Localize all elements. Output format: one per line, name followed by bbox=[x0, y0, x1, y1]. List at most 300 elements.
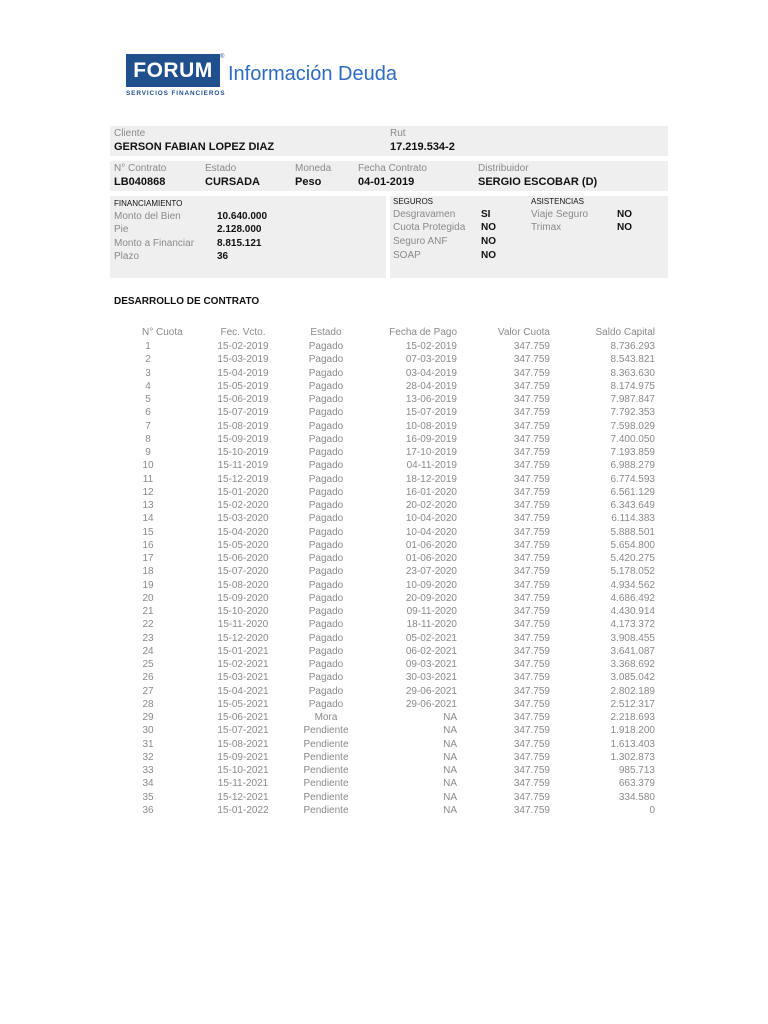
estado: Pendiente bbox=[303, 725, 349, 737]
valor-cuota: 347.759 bbox=[513, 725, 550, 737]
financiamiento-panel bbox=[110, 196, 386, 278]
saldo-capital: 8.174.975 bbox=[610, 380, 655, 392]
cuota-number: 7 bbox=[145, 420, 151, 432]
table-row bbox=[0, 367, 768, 380]
seguro-anf-value: NO bbox=[481, 236, 496, 247]
fecha-contrato-label: Fecha Contrato bbox=[358, 163, 427, 174]
valor-cuota: 347.759 bbox=[513, 645, 550, 657]
saldo-capital: 6.114.383 bbox=[611, 513, 655, 525]
valor-cuota: 347.759 bbox=[513, 486, 550, 498]
saldo-capital: 4.686.492 bbox=[610, 592, 655, 604]
estado: Pagado bbox=[308, 433, 344, 445]
saldo-capital: 0 bbox=[649, 804, 655, 816]
saldo-capital: 7.400.050 bbox=[610, 433, 655, 445]
fec-vcto: 15-08-2020 bbox=[217, 579, 269, 591]
desgravamen-label: Desgravamen bbox=[393, 209, 456, 220]
table-row bbox=[0, 724, 768, 737]
valor-cuota: 347.759 bbox=[513, 632, 550, 644]
estado: Pagado bbox=[308, 619, 344, 631]
financiamiento-heading: FINANCIAMIENTO bbox=[114, 199, 183, 208]
fecha-pago: NA bbox=[443, 804, 457, 816]
estado: Pagado bbox=[308, 672, 344, 684]
fec-vcto: 15-07-2021 bbox=[217, 725, 269, 737]
pie-label: Pie bbox=[114, 224, 129, 235]
fec-vcto: 15-07-2020 bbox=[217, 566, 269, 578]
estado: Pagado bbox=[308, 354, 344, 366]
valor-cuota: 347.759 bbox=[513, 407, 550, 419]
fec-vcto: 15-02-2021 bbox=[217, 659, 269, 670]
fec-vcto: 15-03-2021 bbox=[217, 672, 269, 684]
fec-vcto: 15-02-2019 bbox=[217, 341, 269, 352]
viaje-seguro-label: Viaje Seguro bbox=[531, 209, 589, 220]
table-row bbox=[0, 486, 768, 499]
saldo-capital: 663.379 bbox=[618, 778, 655, 790]
fec-vcto: 15-01-2021 bbox=[217, 645, 269, 657]
cuota-number: 8 bbox=[145, 433, 151, 445]
table-row bbox=[0, 711, 768, 724]
fecha-pago: 30-03-2021 bbox=[405, 672, 457, 684]
estado-label: Estado bbox=[205, 163, 237, 174]
saldo-capital: 5.420.275 bbox=[610, 553, 655, 564]
saldo-capital: 3.641.087 bbox=[610, 645, 655, 657]
valor-cuota: 347.759 bbox=[513, 592, 550, 604]
valor-cuota: 347.759 bbox=[513, 619, 550, 631]
fec-vcto: 15-04-2019 bbox=[217, 367, 269, 379]
cuota-number: 15 bbox=[142, 526, 154, 538]
cuota-number: 26 bbox=[142, 672, 154, 684]
fecha-contrato-value: 04-01-2019 bbox=[358, 176, 415, 188]
estado-value: CURSADA bbox=[205, 176, 260, 188]
cliente-label: Cliente bbox=[114, 128, 146, 139]
estado: Pagado bbox=[308, 407, 344, 419]
cuota-number: 10 bbox=[142, 460, 154, 472]
estado: Pagado bbox=[308, 592, 344, 604]
fec-vcto: 15-10-2020 bbox=[217, 606, 269, 617]
estado: Pendiente bbox=[303, 738, 349, 750]
fecha-pago: NA bbox=[443, 765, 457, 776]
soap-label: SOAP bbox=[393, 250, 421, 261]
cuota-number: 11 bbox=[142, 473, 154, 485]
fecha-pago: NA bbox=[443, 778, 457, 790]
valor-cuota: 347.759 bbox=[513, 420, 550, 432]
table-row bbox=[0, 658, 768, 671]
fec-vcto: 15-01-2020 bbox=[217, 486, 269, 498]
valor-cuota: 347.759 bbox=[513, 500, 550, 511]
saldo-capital: 5.178.052 bbox=[610, 566, 655, 578]
fecha-pago: 16-01-2020 bbox=[405, 486, 457, 498]
cuota-number: 35 bbox=[142, 791, 154, 803]
table-row bbox=[0, 473, 768, 486]
estado: Pagado bbox=[308, 513, 344, 525]
table-row bbox=[0, 526, 768, 539]
fecha-pago: 01-06-2020 bbox=[405, 553, 457, 564]
fec-vcto: 15-10-2021 bbox=[217, 765, 269, 776]
fecha-pago: 18-11-2020 bbox=[406, 619, 457, 631]
table-row bbox=[0, 539, 768, 552]
fecha-pago: NA bbox=[443, 712, 457, 723]
seguro-anf-label: Seguro ANF bbox=[393, 236, 448, 247]
fecha-pago: NA bbox=[443, 738, 457, 750]
cuota-number: 1 bbox=[145, 341, 151, 352]
cuota-number: 20 bbox=[142, 592, 154, 604]
valor-cuota: 347.759 bbox=[513, 566, 550, 578]
estado: Pendiente bbox=[303, 778, 349, 790]
saldo-capital: 8.736.293 bbox=[610, 341, 655, 352]
header-fecha-pago: Fecha de Pago bbox=[389, 327, 457, 338]
table-row bbox=[0, 791, 768, 804]
saldo-capital: 7.193.859 bbox=[610, 447, 655, 458]
fec-vcto: 15-03-2020 bbox=[217, 513, 269, 525]
forum-logo bbox=[126, 54, 226, 100]
monto-bien-value: 10.640.000 bbox=[217, 211, 268, 222]
logo-subtitle: SERVICIOS FINANCIEROS bbox=[126, 90, 226, 97]
cuota-number: 19 bbox=[142, 579, 154, 591]
table-row bbox=[0, 353, 768, 366]
distribuidor-value: SERGIO ESCOBAR (D) bbox=[478, 176, 598, 188]
saldo-capital: 4.173.372 bbox=[610, 619, 655, 631]
pie-value: 2.128.000 bbox=[217, 224, 262, 235]
saldo-capital: 6.561.129 bbox=[610, 486, 655, 498]
table-row bbox=[0, 738, 768, 751]
estado: Pendiente bbox=[303, 804, 349, 816]
table-row bbox=[0, 592, 768, 605]
valor-cuota: 347.759 bbox=[513, 738, 550, 750]
table-row bbox=[0, 618, 768, 631]
cuota-number: 27 bbox=[142, 685, 154, 697]
cuota-number: 28 bbox=[142, 698, 154, 710]
saldo-capital: 3.908.455 bbox=[610, 632, 655, 644]
table-header bbox=[0, 327, 768, 340]
fec-vcto: 15-12-2019 bbox=[217, 473, 269, 485]
estado: Pagado bbox=[308, 500, 344, 511]
estado: Pagado bbox=[308, 566, 344, 578]
contrato-value: LB040868 bbox=[114, 176, 166, 188]
fec-vcto: 15-06-2021 bbox=[217, 712, 269, 723]
table-row bbox=[0, 380, 768, 393]
estado: Pagado bbox=[308, 420, 344, 432]
table-row bbox=[0, 393, 768, 406]
fecha-pago: 17-10-2019 bbox=[405, 447, 457, 458]
fecha-pago: NA bbox=[443, 791, 457, 803]
fec-vcto: 15-11-2021 bbox=[217, 778, 269, 790]
table-row bbox=[0, 685, 768, 698]
valor-cuota: 347.759 bbox=[513, 698, 550, 710]
cuota-number: 3 bbox=[145, 367, 151, 379]
header-fec-vcto: Fec. Vcto. bbox=[220, 327, 266, 338]
cuota-number: 25 bbox=[142, 659, 154, 670]
estado: Pagado bbox=[308, 632, 344, 644]
logo-registered-mark: ® bbox=[220, 54, 225, 60]
estado: Pagado bbox=[308, 539, 344, 551]
trimax-label: Trimax bbox=[531, 222, 562, 233]
table-row bbox=[0, 804, 768, 817]
table-row bbox=[0, 565, 768, 578]
saldo-capital: 985.713 bbox=[618, 765, 655, 776]
fec-vcto: 15-12-2020 bbox=[217, 632, 269, 644]
cuota-number: 32 bbox=[142, 751, 154, 763]
fec-vcto: 15-11-2020 bbox=[217, 619, 269, 631]
cuota-number: 29 bbox=[142, 712, 154, 723]
estado: Pagado bbox=[308, 659, 344, 670]
fecha-pago: 15-02-2019 bbox=[405, 341, 457, 352]
monto-financiar-value: 8.815.121 bbox=[217, 238, 262, 249]
desgravamen-value: SI bbox=[481, 209, 491, 220]
saldo-capital: 1.918.200 bbox=[610, 725, 655, 737]
fecha-pago: 04-11-2019 bbox=[406, 460, 457, 472]
valor-cuota: 347.759 bbox=[513, 354, 550, 366]
viaje-seguro-value: NO bbox=[617, 209, 632, 220]
fec-vcto: 15-11-2019 bbox=[217, 460, 269, 472]
fecha-pago: 09-11-2020 bbox=[406, 606, 457, 617]
fecha-pago: 05-02-2021 bbox=[405, 632, 457, 644]
valor-cuota: 347.759 bbox=[513, 751, 550, 763]
table-row bbox=[0, 605, 768, 618]
saldo-capital: 5.888.501 bbox=[610, 526, 655, 538]
fecha-pago: NA bbox=[443, 725, 457, 737]
saldo-capital: 6.774.593 bbox=[610, 473, 655, 485]
valor-cuota: 347.759 bbox=[513, 447, 550, 458]
valor-cuota: 347.759 bbox=[513, 804, 550, 816]
estado: Pagado bbox=[308, 553, 344, 564]
desarrollo-contrato-heading: DESARROLLO DE CONTRATO bbox=[114, 296, 260, 307]
fecha-pago: 01-06-2020 bbox=[405, 539, 457, 551]
valor-cuota: 347.759 bbox=[513, 394, 550, 405]
cuota-number: 21 bbox=[142, 606, 154, 617]
fecha-pago: 10-08-2019 bbox=[405, 420, 457, 432]
page-title: Información Deuda bbox=[228, 63, 397, 85]
fec-vcto: 15-02-2020 bbox=[217, 500, 269, 511]
cuota-number: 5 bbox=[145, 394, 151, 405]
valor-cuota: 347.759 bbox=[513, 712, 550, 723]
valor-cuota: 347.759 bbox=[513, 380, 550, 392]
table-row bbox=[0, 751, 768, 764]
fecha-pago: 23-07-2020 bbox=[405, 566, 457, 578]
valor-cuota: 347.759 bbox=[513, 606, 550, 617]
saldo-capital: 6.343.649 bbox=[610, 500, 655, 511]
logo-text: FORUM bbox=[133, 59, 213, 82]
fec-vcto: 15-10-2019 bbox=[217, 447, 269, 458]
fec-vcto: 15-04-2020 bbox=[217, 526, 269, 538]
table-row bbox=[0, 446, 768, 459]
estado: Pagado bbox=[308, 394, 344, 405]
contrato-label: N° Contrato bbox=[114, 163, 167, 174]
valor-cuota: 347.759 bbox=[513, 778, 550, 790]
estado: Pagado bbox=[308, 367, 344, 379]
fecha-pago: 09-03-2021 bbox=[405, 659, 457, 670]
cuota-number: 2 bbox=[145, 354, 151, 366]
saldo-capital: 5.654.800 bbox=[610, 539, 655, 551]
estado: Mora bbox=[314, 712, 338, 723]
valor-cuota: 347.759 bbox=[513, 433, 550, 445]
valor-cuota: 347.759 bbox=[513, 685, 550, 697]
valor-cuota: 347.759 bbox=[513, 659, 550, 670]
fecha-pago: 10-09-2020 bbox=[405, 579, 457, 591]
fec-vcto: 15-05-2020 bbox=[217, 539, 269, 551]
estado: Pendiente bbox=[303, 765, 349, 776]
valor-cuota: 347.759 bbox=[513, 513, 550, 525]
cuota-number: 16 bbox=[142, 539, 154, 551]
moneda-value: Peso bbox=[295, 176, 322, 188]
fecha-pago: 07-03-2019 bbox=[405, 354, 457, 366]
valor-cuota: 347.759 bbox=[513, 341, 550, 352]
table-row bbox=[0, 340, 768, 353]
cuota-number: 14 bbox=[142, 513, 154, 525]
estado: Pagado bbox=[308, 380, 344, 392]
valor-cuota: 347.759 bbox=[513, 672, 550, 684]
estado: Pagado bbox=[308, 447, 344, 458]
cuota-number: 30 bbox=[142, 725, 154, 737]
fecha-pago: 13-06-2019 bbox=[405, 394, 457, 405]
estado: Pagado bbox=[308, 685, 344, 697]
cuota-number: 31 bbox=[142, 738, 154, 750]
valor-cuota: 347.759 bbox=[513, 367, 550, 379]
table-row bbox=[0, 671, 768, 684]
header-estado: Estado bbox=[310, 327, 342, 338]
fecha-pago: 28-04-2019 bbox=[405, 380, 457, 392]
saldo-capital: 4.934.562 bbox=[610, 579, 655, 591]
monto-bien-label: Monto del Bien bbox=[114, 211, 181, 222]
valor-cuota: 347.759 bbox=[513, 473, 550, 485]
saldo-capital: 4.430.914 bbox=[610, 606, 655, 617]
soap-value: NO bbox=[481, 250, 496, 261]
header-saldo-capital: Saldo Capital bbox=[595, 327, 655, 338]
fec-vcto: 15-09-2020 bbox=[217, 592, 269, 604]
fecha-pago: 15-07-2019 bbox=[405, 407, 457, 419]
fecha-pago: 20-02-2020 bbox=[405, 500, 457, 511]
fecha-pago: 10-04-2020 bbox=[405, 526, 457, 538]
fecha-pago: 06-02-2021 bbox=[405, 645, 457, 657]
fecha-pago: 29-06-2021 bbox=[405, 685, 457, 697]
saldo-capital: 7.792.353 bbox=[610, 407, 655, 419]
saldo-capital: 7.987.847 bbox=[610, 394, 655, 405]
saldo-capital: 3.368.692 bbox=[610, 659, 655, 670]
cuota-number: 4 bbox=[145, 380, 151, 392]
estado: Pagado bbox=[308, 579, 344, 591]
table-row bbox=[0, 512, 768, 525]
table-row bbox=[0, 764, 768, 777]
fec-vcto: 15-03-2019 bbox=[217, 354, 269, 366]
saldo-capital: 3.085.042 bbox=[610, 672, 655, 684]
table-row bbox=[0, 698, 768, 711]
header-valor-cuota: Valor Cuota bbox=[497, 327, 550, 338]
saldo-capital: 2.218.693 bbox=[610, 712, 655, 723]
valor-cuota: 347.759 bbox=[513, 579, 550, 591]
estado: Pagado bbox=[308, 341, 344, 352]
fecha-pago: NA bbox=[443, 751, 457, 763]
estado: Pagado bbox=[308, 460, 344, 472]
cuota-number: 36 bbox=[142, 804, 154, 816]
fec-vcto: 15-08-2019 bbox=[217, 420, 269, 432]
cuota-number: 23 bbox=[142, 632, 154, 644]
estado: Pagado bbox=[308, 606, 344, 617]
estado: Pagado bbox=[308, 526, 344, 538]
fec-vcto: 15-06-2020 bbox=[217, 553, 269, 564]
cuota-number: 12 bbox=[142, 486, 154, 498]
saldo-capital: 8.543.821 bbox=[610, 354, 655, 366]
monto-financiar-label: Monto a Financiar bbox=[114, 238, 195, 249]
saldo-capital: 1.302.873 bbox=[610, 751, 655, 763]
cuota-number: 24 bbox=[142, 645, 154, 657]
estado: Pendiente bbox=[303, 791, 349, 803]
estado: Pagado bbox=[308, 645, 344, 657]
fec-vcto: 15-08-2021 bbox=[217, 738, 269, 750]
valor-cuota: 347.759 bbox=[513, 765, 550, 776]
cuota-number: 9 bbox=[145, 447, 151, 458]
fec-vcto: 15-01-2022 bbox=[217, 804, 269, 816]
moneda-label: Moneda bbox=[295, 163, 332, 174]
saldo-capital: 334.580 bbox=[618, 791, 655, 803]
estado: Pagado bbox=[308, 486, 344, 498]
cuota-number: 13 bbox=[142, 500, 154, 511]
valor-cuota: 347.759 bbox=[513, 791, 550, 803]
saldo-capital: 7.598.029 bbox=[610, 420, 655, 432]
header-n-cuota: N° Cuota bbox=[142, 327, 183, 338]
valor-cuota: 347.759 bbox=[513, 553, 550, 564]
table-row bbox=[0, 777, 768, 790]
plazo-label: Plazo bbox=[114, 251, 140, 262]
seguros-heading: SEGUROS bbox=[393, 197, 434, 206]
fecha-pago: 20-09-2020 bbox=[405, 592, 457, 604]
table-row bbox=[0, 420, 768, 433]
cuota-number: 18 bbox=[142, 566, 154, 578]
cuota-number: 17 bbox=[142, 553, 154, 564]
asistencias-heading: ASISTENCIAS bbox=[531, 197, 584, 206]
plazo-value: 36 bbox=[217, 251, 229, 262]
saldo-capital: 2.802.189 bbox=[610, 685, 655, 697]
table-row bbox=[0, 433, 768, 446]
fecha-pago: 16-09-2019 bbox=[405, 433, 457, 445]
estado: Pagado bbox=[308, 698, 344, 710]
table-row bbox=[0, 406, 768, 419]
cuota-number: 34 bbox=[142, 778, 154, 790]
fecha-pago: 10-04-2020 bbox=[405, 513, 457, 525]
cliente-value: GERSON FABIAN LOPEZ DIAZ bbox=[114, 141, 275, 153]
cuota-protegida-value: NO bbox=[481, 222, 496, 233]
estado: Pendiente bbox=[303, 751, 349, 763]
cuota-number: 6 bbox=[145, 407, 151, 419]
fec-vcto: 15-06-2019 bbox=[217, 394, 269, 405]
fec-vcto: 15-05-2019 bbox=[217, 380, 269, 392]
rut-label: Rut bbox=[390, 128, 406, 139]
fec-vcto: 15-09-2019 bbox=[217, 433, 269, 445]
table-row bbox=[0, 499, 768, 512]
valor-cuota: 347.759 bbox=[513, 539, 550, 551]
distribuidor-label: Distribuidor bbox=[478, 163, 529, 174]
installments-table bbox=[0, 340, 768, 817]
valor-cuota: 347.759 bbox=[513, 526, 550, 538]
table-row bbox=[0, 632, 768, 645]
saldo-capital: 8.363.630 bbox=[610, 367, 655, 379]
cuota-number: 33 bbox=[142, 765, 154, 776]
table-row bbox=[0, 459, 768, 472]
estado: Pagado bbox=[308, 473, 344, 485]
fec-vcto: 15-07-2019 bbox=[217, 407, 269, 419]
saldo-capital: 2.512.317 bbox=[610, 698, 655, 710]
table-row bbox=[0, 645, 768, 658]
valor-cuota: 347.759 bbox=[513, 460, 550, 472]
fecha-pago: 18-12-2019 bbox=[405, 473, 457, 485]
fec-vcto: 15-05-2021 bbox=[217, 698, 269, 710]
cuota-protegida-label: Cuota Protegida bbox=[393, 222, 466, 233]
cuota-number: 22 bbox=[142, 619, 154, 631]
table-row bbox=[0, 552, 768, 565]
saldo-capital: 6.988.279 bbox=[610, 460, 655, 472]
fecha-pago: 03-04-2019 bbox=[405, 367, 457, 379]
fecha-pago: 29-06-2021 bbox=[405, 698, 457, 710]
table-row bbox=[0, 579, 768, 592]
fec-vcto: 15-12-2021 bbox=[217, 791, 269, 803]
saldo-capital: 1.613.403 bbox=[610, 738, 655, 750]
